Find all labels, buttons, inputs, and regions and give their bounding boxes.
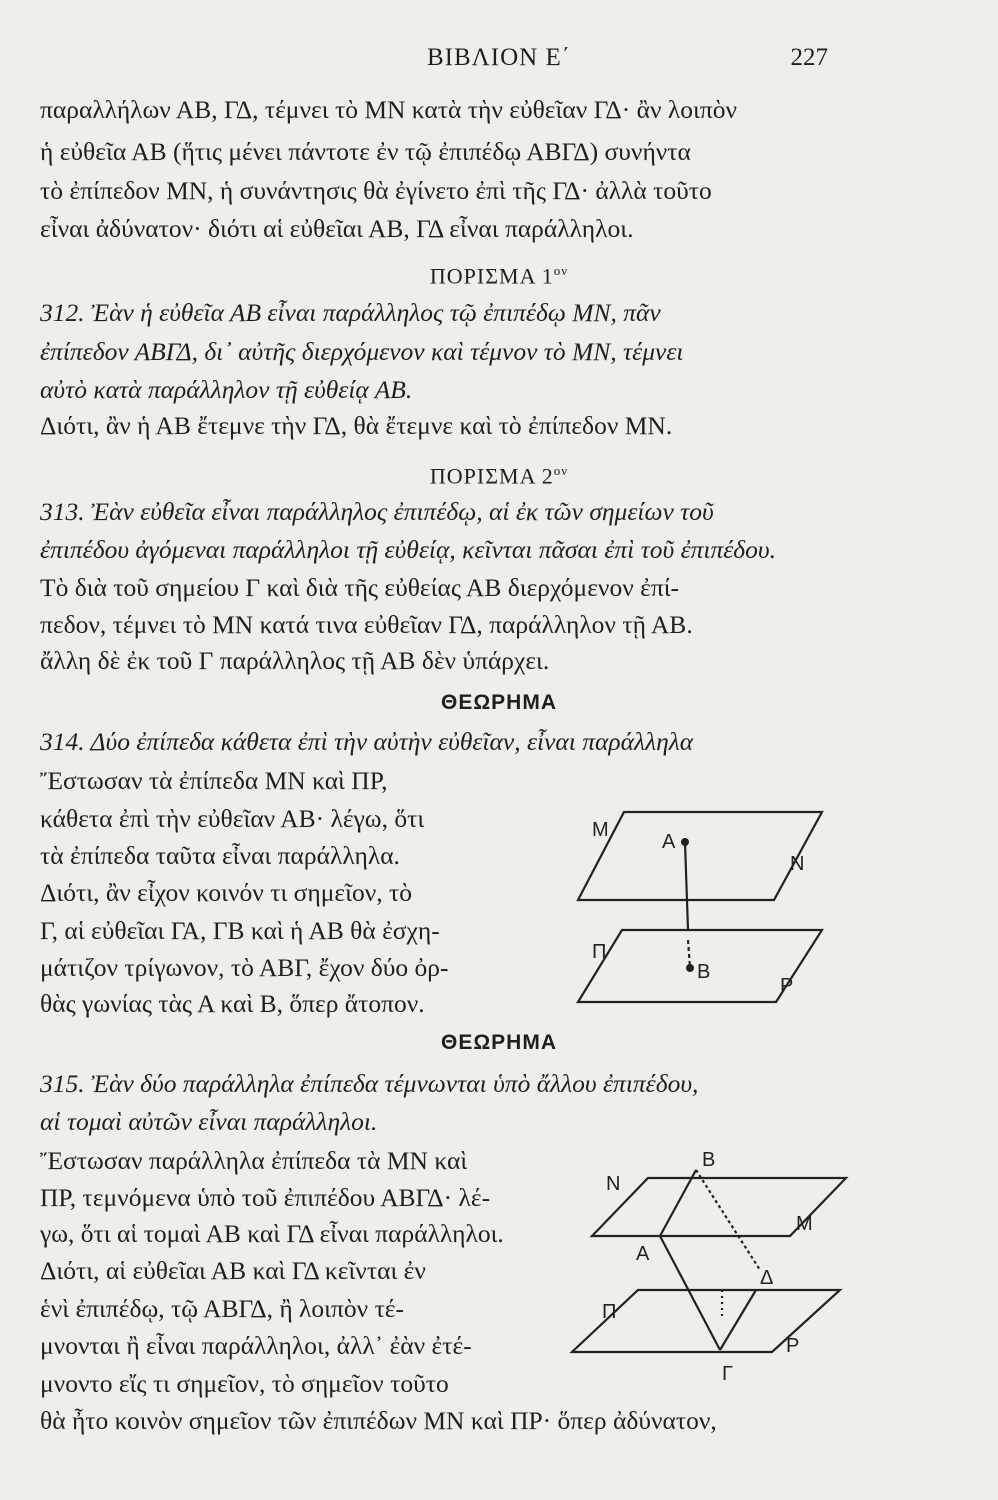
- point-a: [681, 838, 689, 846]
- text-line: ἡ εὐθεῖα ΑΒ (ἥτις μένει πάντοτε ἐν τῷ ἐπιπέδῳ ΑΒΓΔ) συνήντα: [40, 137, 691, 166]
- text-line: πεδον, τέμνει τὸ ΜΝ κατά τινα εὐθεῖαν ΓΔ, παράλληλον τῇ ΑΒ.: [40, 610, 693, 639]
- corollary-312-statement: ἐπίπεδον ΑΒΓΔ, δι᾽ αὐτῆς διερχόμενον καὶ τέμνον τὸ ΜΝ, τέμνει: [40, 337, 684, 366]
- figure2-label-a: A: [636, 1243, 650, 1265]
- plane-mn-2: [592, 1178, 846, 1236]
- corollary-heading-text: ΠΟΡΙΣΜΑ 2: [429, 463, 554, 489]
- corollary-heading-1: [0, 255, 998, 292]
- text-line: γω, ὅτι αἱ τομαὶ ΑΒ καὶ ΓΔ εἶναι παράλληλοι.: [40, 1219, 504, 1248]
- text-line: ἑνὶ ἐπιπέδῳ, τῷ ΑΒΓΔ, ἢ λοιπὸν τέ-: [40, 1294, 405, 1323]
- figure1-label-a: A: [662, 831, 676, 853]
- corollary-312-statement: αὐτὸ κατὰ παράλληλον τῇ εὐθείᾳ ΑΒ.: [40, 375, 413, 404]
- text-line: θὰς γωνίας τὰς Α καὶ Β, ὅπερ ἄτοπον.: [40, 989, 425, 1018]
- text-line: εἶναι ἀδύνατον· διότι αἱ εὐθεῖαι ΑΒ, ΓΔ εἶναι παράλληλοι.: [40, 214, 634, 243]
- text-line: ΠΡ, τεμνόμενα ὑπὸ τοῦ ἐπιπέδου ΑΒΓΔ· λέ-: [40, 1183, 491, 1212]
- theorem-314-statement: 314. Δύο ἐπίπεδα κάθετα ἐπὶ τὴν αὐτὴν εὐθεῖαν, εἶναι παράλληλα: [40, 727, 694, 756]
- text-line: Διότι, ἂν εἶχον κοινόν τι σημεῖον, τὸ: [40, 878, 413, 907]
- line-b-delta: [696, 1170, 760, 1270]
- text-line: τὸ ἐπίπεδον ΜΝ, ἡ συνάντησις θὰ ἐγίνετο ἐπὶ τῆς ΓΔ· ἀλλὰ τοῦτο: [40, 176, 712, 205]
- theorem-heading-1: ΘΕΩΡΗΜΑ: [440, 691, 557, 714]
- line-gamma-delta-lower: [720, 1290, 756, 1350]
- corollary-313-statement: ἐπιπέδου ἀγόμεναι παράλληλοι τῇ εὐθείᾳ, κεῖνται πᾶσαι ἐπὶ τοῦ ἐπιπέδου.: [40, 535, 776, 564]
- figure2-label-p: P: [786, 1335, 800, 1357]
- ordinal-suffix: ον: [553, 463, 569, 478]
- text-line: Διότι, ἂν ἡ ΑΒ ἔτεμνε τὴν ΓΔ, θὰ ἔτεμνε καὶ τὸ ἐπίπεδον ΜΝ.: [40, 411, 673, 440]
- figure1-label-n: N: [790, 853, 805, 875]
- figure2-label-gamma: Γ: [722, 1363, 734, 1385]
- figure2-label-pi: Π: [602, 1301, 617, 1323]
- figure2-label-m: M: [796, 1213, 813, 1235]
- text-line: Τὸ διὰ τοῦ σημείου Γ καὶ διὰ τῆς εὐθείας ΑΒ διερχόμενον ἐπί-: [40, 573, 680, 602]
- line-a-gamma: [660, 1236, 720, 1350]
- figure2-label-delta: Δ: [760, 1267, 774, 1289]
- text-line: Γ, αἱ εὐθεῖαι ΓΑ, ΓΒ καὶ ἡ ΑΒ θὰ ἐσχη-: [40, 916, 440, 945]
- text-line: τὰ ἐπίπεδα ταῦτα εἶναι παράλληλα.: [40, 841, 400, 870]
- line-ab-upper: [685, 842, 688, 930]
- figure2-label-b: B: [702, 1149, 716, 1171]
- theorem-heading-2: ΘΕΩΡΗΜΑ: [440, 1031, 557, 1054]
- figure1-label-m: M: [592, 819, 609, 841]
- plane-pr: [578, 930, 822, 1002]
- text-line: παραλλήλων ΑΒ, ΓΔ, τέμνει τὸ ΜΝ κατὰ τὴν εὐθεῖαν ΓΔ· ἂν λοιπὸν: [40, 95, 738, 124]
- text-line: Διότι, αἱ εὐθεῖαι ΑΒ καὶ ΓΔ κεῖνται ἐν: [40, 1256, 426, 1285]
- plane-pr-2: [572, 1290, 840, 1352]
- text-line: ἄλλη δὲ ἐκ τοῦ Γ παράλληλος τῇ ΑΒ δὲν ὑπάρχει.: [40, 646, 550, 675]
- corollary-heading-2: [0, 455, 998, 492]
- running-title: ΒΙΒΛΙΟΝ Ε΄: [426, 44, 572, 71]
- corollary-312-statement: 312. Ἐὰν ἡ εὐθεῖα ΑΒ εἶναι παράλληλος τῷ ἐπιπέδῳ ΜΝ, πᾶν: [40, 298, 661, 327]
- text-line: μάτιζον τρίγωνον, τὸ ΑΒΓ, ἔχον δύο ὀρ-: [40, 953, 449, 982]
- text-line: Ἔστωσαν παράλληλα ἐπίπεδα τὰ ΜΝ καὶ: [40, 1146, 468, 1175]
- text-line: κάθετα ἐπὶ τὴν εὐθεῖαν ΑΒ· λέγω, ὅτι: [40, 804, 425, 833]
- figure1-label-b: B: [697, 961, 711, 983]
- page-header: [0, 40, 998, 80]
- point-b: [686, 964, 694, 972]
- page-number: 227: [790, 44, 828, 71]
- line-ab-lower: [688, 940, 690, 968]
- figure1-label-p: P: [780, 975, 794, 997]
- figure2-label-n: N: [606, 1173, 621, 1195]
- line-ab: [660, 1170, 696, 1236]
- figure1-label-pi: Π: [592, 941, 607, 963]
- plane-mn: [578, 812, 822, 900]
- theorem-315-statement: αἱ τομαὶ αὐτῶν εἶναι παράλληλοι.: [40, 1107, 378, 1136]
- text-line: μνονται ἢ εἶναι παράλληλοι, ἀλλ᾽ ἐὰν ἐτέ-: [40, 1331, 472, 1360]
- text-line: μνοντο εἴς τι σημεῖον, τὸ σημεῖον τοῦτο: [40, 1369, 449, 1398]
- text-line: θὰ ἦτο κοινὸν σημεῖον τῶν ἐπιπέδων ΜΝ καὶ ΠΡ· ὅπερ ἀδύνατον,: [40, 1406, 717, 1435]
- theorem-315-statement: 315. Ἐὰν δύο παράλληλα ἐπίπεδα τέμνωνται ὑπὸ ἄλλου ἐπιπέδου,: [40, 1069, 699, 1098]
- corollary-313-statement: 313. Ἐὰν εὐθεῖα εἶναι παράλληλος ἐπιπέδῳ, αἱ ἐκ τῶν σημείων τοῦ: [40, 497, 714, 526]
- text-line: Ἔστωσαν τὰ ἐπίπεδα ΜΝ καὶ ΠΡ,: [40, 766, 388, 795]
- ordinal-suffix: ον: [553, 263, 569, 278]
- corollary-heading-text: ΠΟΡΙΣΜΑ 1: [429, 263, 554, 289]
